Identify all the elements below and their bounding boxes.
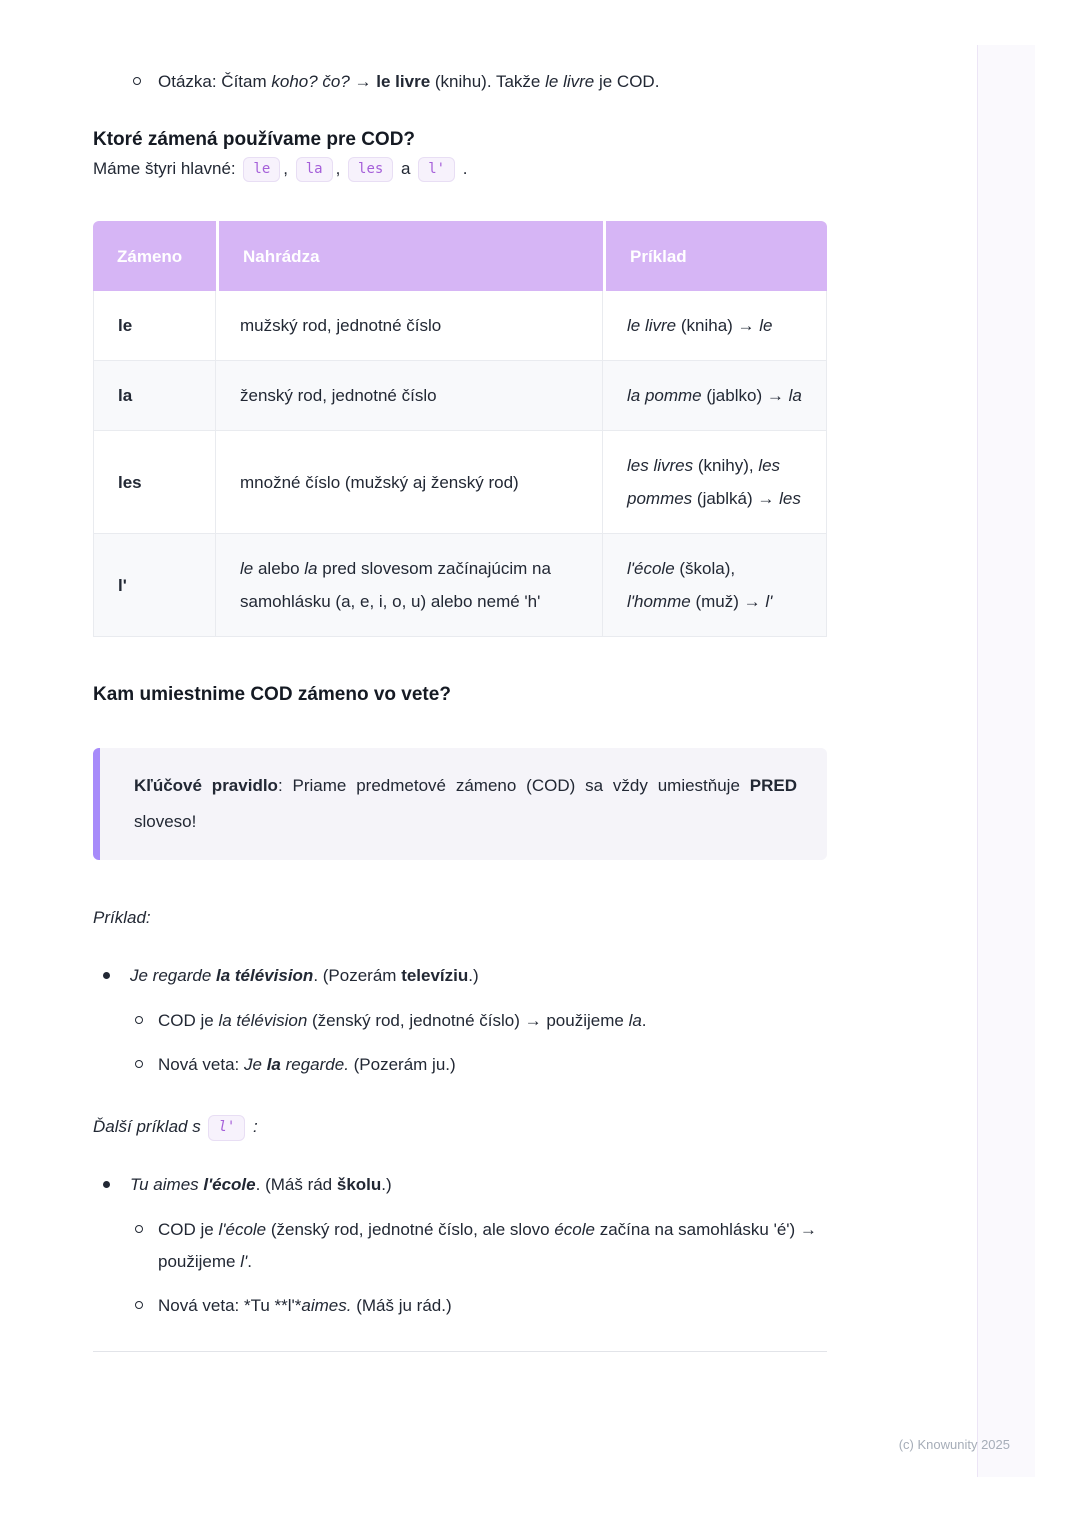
list-item-body: [130, 960, 827, 1081]
pronoun-table: [93, 221, 827, 637]
text-run: sloveso!: [134, 811, 197, 831]
circle-bullet-icon: [135, 1016, 143, 1024]
cell-nahradza: [216, 291, 603, 361]
text-run: les: [779, 489, 801, 509]
example2-sublist: [130, 1214, 827, 1323]
text-run: le livre: [376, 72, 431, 91]
table-header-nahradza: Nahrádza: [216, 221, 603, 291]
text-run: (ženský rod, jednotné číslo) → použijeme: [307, 1010, 629, 1030]
text-run: :: [248, 1117, 258, 1137]
text-run: Nová veta: *Tu **l'*: [158, 1296, 302, 1316]
callout-text: [134, 768, 797, 840]
text-run: pred slovesom začínajúcim na samohlásku (a, e, i, o, u) alebo nemé 'h': [240, 559, 551, 612]
cell-priklad: [603, 291, 827, 361]
table-row: [93, 361, 827, 431]
section-heading-pronouns: Ktoré zámená používame pre COD?: [93, 129, 416, 151]
list-item: [130, 1049, 827, 1081]
text-run: le: [759, 316, 773, 336]
disc-bullet-icon: [103, 972, 110, 979]
text-run: školu: [336, 1175, 382, 1195]
code-chip: la: [296, 157, 333, 183]
text-run: l'école: [627, 559, 675, 579]
cell-nahradza: [216, 361, 603, 431]
text-run: (škola),: [674, 559, 736, 579]
text-run: (kniha) →: [676, 316, 760, 336]
cell-nahradza: [216, 534, 603, 637]
text-run: les livres: [627, 456, 694, 476]
text-run: koho? čo?: [271, 72, 350, 91]
text-run: l': [765, 592, 773, 612]
text-run: le livre: [627, 316, 677, 336]
text-run: la: [628, 1010, 642, 1030]
text-run: (Pozerám ju.): [348, 1054, 456, 1074]
code-chip: l': [208, 1115, 245, 1141]
text-run: .): [468, 966, 479, 986]
text-run: je COD.: [594, 72, 660, 91]
table-row: [93, 291, 827, 361]
example1-sub-text: [158, 1005, 827, 1037]
list-item: [93, 960, 827, 1081]
footer-copyright: (c) Knowunity 2025: [898, 1437, 1010, 1452]
intro-list: [93, 66, 827, 98]
table-header-zameno: Zámeno: [93, 221, 216, 291]
text-run: Tu aimes: [130, 1175, 204, 1195]
page-margin-strip: [977, 45, 1035, 1477]
text-run: (Máš ju rád.): [351, 1296, 452, 1316]
text-run: Nová veta:: [158, 1054, 244, 1074]
text-run: l': [240, 1252, 248, 1272]
text-run: : Priame predmetové zámeno (COD) sa vždy umiestňuje: [277, 775, 750, 795]
text-run: école: [554, 1219, 595, 1239]
lead-text: [93, 153, 827, 185]
circle-bullet-icon: [135, 1301, 143, 1309]
text-run: les pommes: [627, 456, 781, 509]
text-run: .: [641, 1010, 647, 1030]
example2-sub-text: [158, 1214, 827, 1279]
table-header-priklad: Príklad: [603, 221, 827, 291]
cell-priklad: [603, 534, 827, 637]
text-run: začína na samohlásku 'é') → použijeme: [158, 1219, 817, 1272]
list-item: [130, 1214, 827, 1279]
cell-zameno: l': [93, 534, 216, 637]
list-item: [93, 1169, 827, 1322]
text-run: la pomme: [627, 386, 702, 406]
code-chip: le: [243, 157, 280, 183]
text-run: COD je: [158, 1010, 219, 1030]
text-run: aimes.: [301, 1296, 352, 1316]
circle-bullet-icon: [135, 1225, 143, 1233]
text-run: Otázka: Čítam: [158, 72, 272, 91]
cell-zameno: la: [93, 361, 216, 431]
text-run: regarde.: [280, 1054, 349, 1074]
example1-main-text: [130, 960, 827, 992]
cell-priklad: [603, 361, 827, 431]
text-run: →: [349, 72, 377, 91]
text-run: (knihu). Takže: [430, 72, 546, 91]
text-run: (muž) →: [690, 592, 766, 612]
example2-label: [93, 1111, 827, 1143]
text-run: Je: [244, 1054, 267, 1074]
divider: [93, 1351, 827, 1352]
cell-zameno: les: [93, 431, 216, 534]
text-run: .): [381, 1175, 392, 1195]
text-run: množné číslo (mužský aj ženský rod): [240, 472, 519, 492]
table-row: [93, 431, 827, 534]
cell-priklad: [603, 431, 827, 534]
table-header-row: [93, 221, 827, 291]
example1-sub-text: [158, 1049, 827, 1081]
text-run: ,: [283, 158, 293, 178]
example2-sub-text: [158, 1290, 827, 1322]
text-run: la télévision: [216, 966, 314, 986]
example1-list: [93, 960, 827, 1081]
disc-bullet-icon: [103, 1181, 110, 1188]
text-run: la: [304, 559, 318, 579]
text-run: l'école: [203, 1175, 256, 1195]
text-run: ženský rod, jednotné číslo: [240, 386, 437, 406]
example-label: Príklad:: [93, 907, 151, 927]
code-chip: les: [348, 157, 393, 183]
text-run: (knihy),: [693, 456, 759, 476]
text-run: Kľúčové pravidlo: [134, 775, 278, 795]
text-run: Je regarde: [130, 966, 216, 986]
text-run: . (Pozerám: [313, 966, 402, 986]
list-item: [130, 1290, 827, 1322]
text-run: . (Máš rád: [255, 1175, 337, 1195]
text-run: le: [240, 559, 254, 579]
cell-nahradza: [216, 431, 603, 534]
text-run: (jablko) →: [701, 386, 789, 406]
text-run: Máme štyri hlavné:: [93, 158, 241, 178]
text-run: (jablká) →: [692, 489, 780, 509]
example1-sublist: [130, 1005, 827, 1082]
key-rule-callout: [93, 748, 827, 860]
text-run: alebo: [253, 559, 305, 579]
text-run: PRED: [749, 775, 797, 795]
text-run: .: [247, 1252, 252, 1272]
text-run: a: [396, 158, 416, 178]
text-run: ,: [335, 158, 346, 178]
intro-bullet-text: [158, 66, 827, 98]
example2-main-text: [130, 1169, 827, 1201]
section-heading-placement: Kam umiestnime COD zámeno vo vete?: [93, 684, 451, 706]
text-run: la: [788, 386, 802, 406]
list-item: [130, 1005, 827, 1037]
text-run: mužský rod, jednotné číslo: [240, 316, 442, 336]
text-run: l'homme: [627, 592, 691, 612]
code-chip: l': [418, 157, 455, 183]
list-item: [93, 66, 827, 98]
circle-bullet-icon: [135, 1060, 143, 1068]
text-run: la télévision: [218, 1010, 308, 1030]
text-run: Ďalší príklad s: [93, 1117, 206, 1137]
text-run: COD je: [158, 1219, 219, 1239]
text-run: televíziu: [401, 966, 469, 986]
cell-zameno: le: [93, 291, 216, 361]
text-run: .: [458, 158, 468, 178]
text-run: la: [266, 1054, 281, 1074]
text-run: (ženský rod, jednotné číslo, ale slovo: [266, 1219, 555, 1239]
text-run: le livre: [545, 72, 595, 91]
example2-list: [93, 1169, 827, 1322]
list-item-body: [130, 1169, 827, 1322]
table-row: [93, 534, 827, 637]
text-run: l'école: [218, 1219, 267, 1239]
circle-bullet-icon: [133, 77, 141, 85]
